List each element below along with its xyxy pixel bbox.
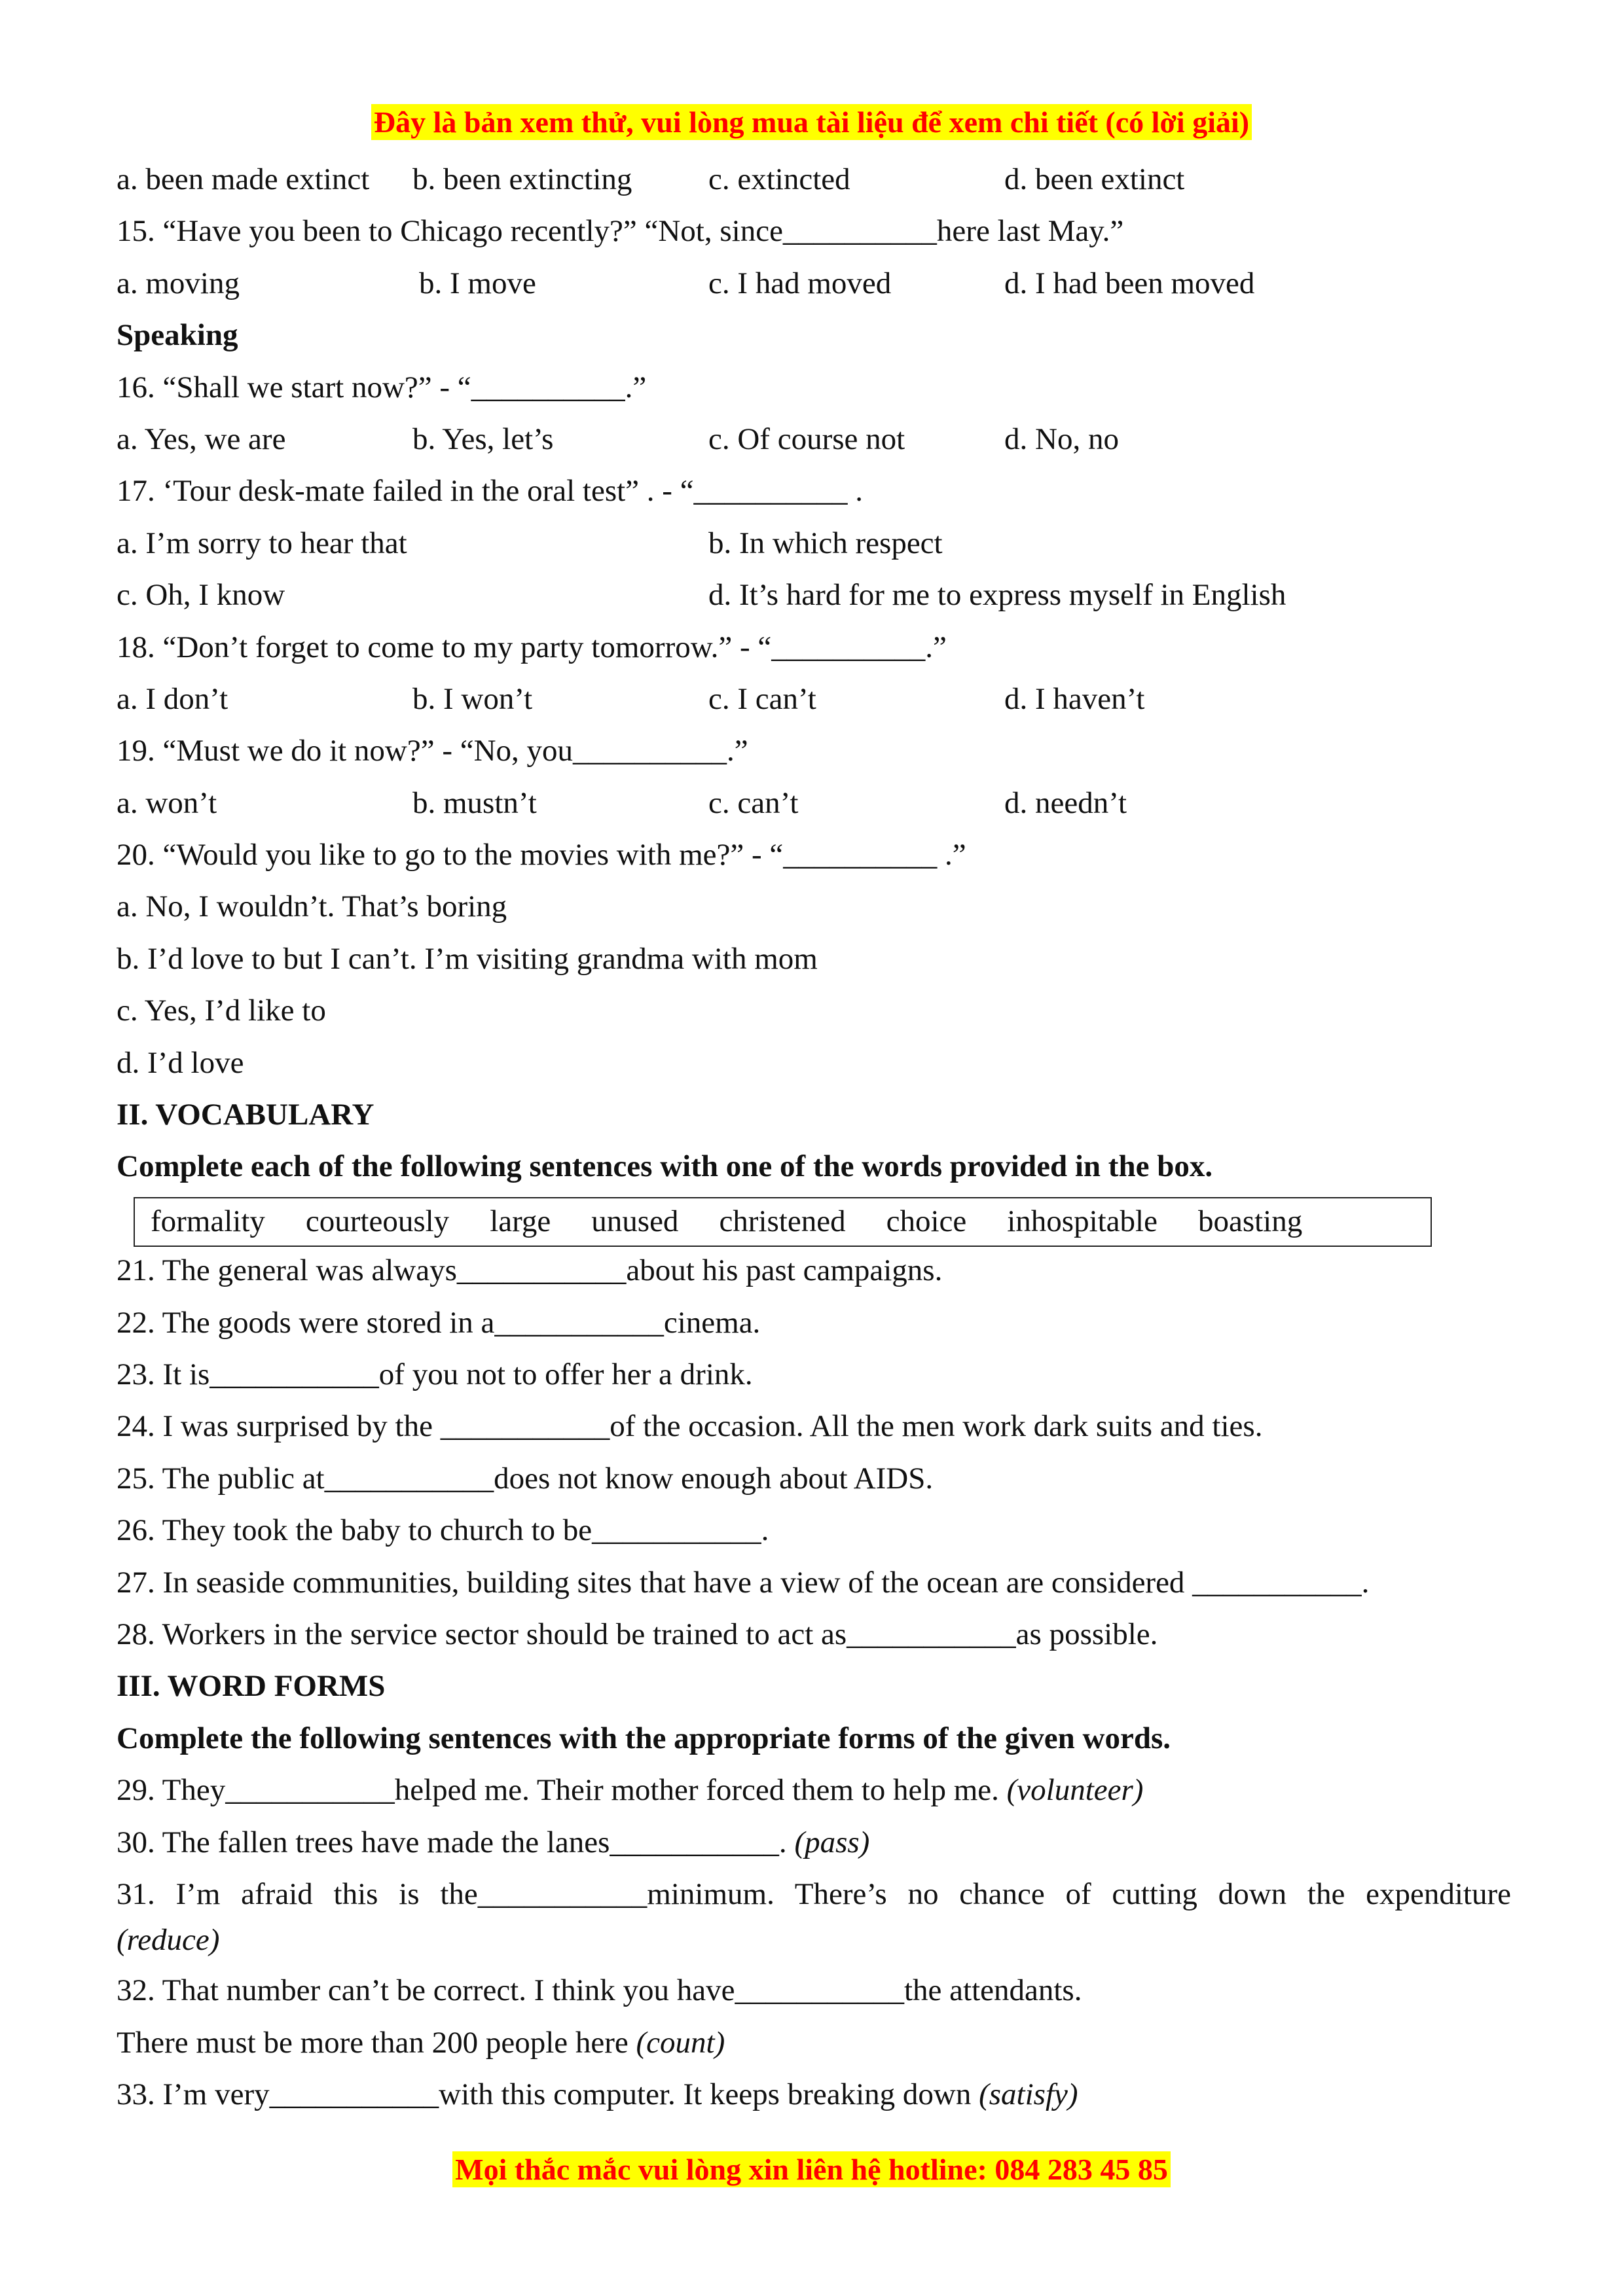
option-c: c. I had moved	[708, 266, 892, 300]
vocabulary-instruction: Complete each of the following sentences with one of the words provided in the box.	[117, 1149, 1213, 1184]
q17-options-row1	[117, 518, 1511, 569]
option-a: a. No, I wouldn’t. That’s boring	[117, 889, 507, 924]
question-28: 28. Workers in the service sector should be trained to act as___________as possible.	[117, 1617, 1158, 1651]
question-26: 26. They took the baby to church to be___________.	[117, 1513, 769, 1548]
question-15: 15. “Have you been to Chicago recently?” “Not, since__________here last May.”	[117, 214, 1124, 249]
option-a: a. moving	[117, 266, 240, 300]
question-16: 16. “Shall we start now?” - “__________.”	[117, 370, 647, 404]
question-17: 17. ‘Tour desk-mate failed in the oral test” . - “__________ .	[117, 474, 864, 509]
option-c: c. I can’t	[708, 681, 816, 716]
option-b: b. In which respect	[708, 526, 943, 560]
option-a: a. been made extinct	[117, 162, 370, 196]
option-d: d. been extinct	[1004, 162, 1185, 196]
q19-options	[117, 778, 1511, 829]
option-a: a. I don’t	[117, 681, 228, 716]
question-30	[117, 1817, 1511, 1869]
question-23: 23. It is___________of you not to offer her a drink.	[117, 1357, 753, 1391]
question-text: 30. The fallen trees have made the lanes___________.	[117, 1825, 795, 1859]
worksheet-content	[117, 154, 1511, 2121]
word-hint: (pass)	[794, 1825, 870, 1859]
option-c: c. Of course not	[708, 422, 905, 456]
option-b: b. I won’t	[412, 681, 533, 716]
word-box-item: choice	[886, 1204, 967, 1239]
option-d: d. It’s hard for me to express myself in English	[708, 578, 1286, 613]
option-d: d. I haven’t	[1004, 681, 1145, 716]
option-c: c. can’t	[708, 785, 799, 820]
question-20: 20. “Would you like to go to the movies with me?” - “__________ .”	[117, 838, 966, 872]
word-box-row	[117, 1193, 1511, 1245]
word-box-item: formality	[151, 1204, 265, 1239]
speaking-heading: Speaking	[117, 318, 238, 353]
question-18: 18. “Don’t forget to come to my party tomorrow.” - “__________.”	[117, 630, 947, 664]
question-text: 33. I’m very___________with this computer. It keeps breaking down	[117, 2077, 979, 2112]
word-box-item: inhospitable	[1007, 1204, 1158, 1239]
option-c: c. Oh, I know	[117, 578, 285, 613]
word-hint: (count)	[636, 2025, 725, 2060]
word-hint: (reduce)	[117, 1923, 220, 1958]
option-d: d. I’d love	[117, 1045, 244, 1080]
question-24: 24. I was surprised by the ___________of the occasion. All the men work dark suits and ties.	[117, 1409, 1263, 1444]
question-22: 22. The goods were stored in a___________cinema.	[117, 1305, 761, 1340]
option-c: c. Yes, I’d like to	[117, 994, 326, 1028]
question-text: 31. I’m afraid this is the___________minimum. There’s no chance of cutting down the expenditure	[117, 1876, 1511, 1911]
bottom-banner	[0, 2152, 1623, 2187]
option-d: d. needn’t	[1004, 785, 1127, 820]
q17-options-row2	[117, 569, 1511, 621]
option-b: b. I’d love to but I can’t. I’m visiting grandma with mom	[117, 941, 818, 976]
top-banner	[0, 105, 1623, 139]
q14-options	[117, 154, 1511, 206]
option-a: a. I’m sorry to hear that	[117, 526, 407, 560]
word-box-item: christened	[719, 1204, 846, 1239]
word-hint: (satisfy)	[979, 2077, 1078, 2112]
option-b: b. been extincting	[412, 162, 632, 196]
option-b: b. Yes, let’s	[412, 422, 554, 456]
question-21: 21. The general was always___________about his past campaigns.	[117, 1253, 943, 1288]
question-33	[117, 2069, 1511, 2121]
question-19: 19. “Must we do it now?” - “No, you__________.”	[117, 734, 748, 768]
question-29	[117, 1765, 1511, 1816]
vocabulary-heading: II. VOCABULARY	[117, 1098, 374, 1132]
bottom-banner-text: Mọi thắc mắc vui lòng xin liên hệ hotline: 084 283 45 85	[452, 2151, 1171, 2187]
question-31-hint-line	[117, 1920, 1511, 1965]
word-box-item: unused	[591, 1204, 679, 1239]
q18-options	[117, 673, 1511, 725]
question-27: 27. In seaside communities, building sites that have a view of the ocean are considered ___________.	[117, 1565, 1370, 1600]
word-box-item: courteously	[305, 1204, 450, 1239]
word-box-item: boasting	[1197, 1204, 1303, 1239]
word-box-item: large	[490, 1204, 551, 1239]
question-25: 25. The public at___________does not know enough about AIDS.	[117, 1461, 934, 1496]
question-32: 32. That number can’t be correct. I think you have___________the attendants.	[117, 1973, 1082, 2008]
option-d: d. No, no	[1004, 422, 1119, 456]
option-b: b. mustn’t	[412, 785, 537, 820]
question-text: 29. They___________helped me. Their mother forced them to help me.	[117, 1773, 1007, 1808]
question-32-continued	[117, 2017, 1511, 2069]
option-d: d. I had been moved	[1004, 266, 1255, 300]
question-text: There must be more than 200 people here	[117, 2025, 636, 2060]
word-hint: (volunteer)	[1006, 1773, 1144, 1808]
option-a: a. Yes, we are	[117, 422, 286, 456]
top-banner-text: Đây là bản xem thử, vui lòng mua tài liệu để xem chi tiết (có lời giải)	[371, 104, 1252, 140]
q16-options	[117, 414, 1511, 465]
option-a: a. won’t	[117, 785, 217, 820]
option-c: c. extincted	[708, 162, 850, 196]
word-box	[134, 1197, 1432, 1247]
word-forms-instruction: Complete the following sentences with the appropriate forms of the given words.	[117, 1721, 1171, 1755]
q15-options	[117, 258, 1511, 310]
question-31	[117, 1869, 1511, 1920]
option-b: b. I move	[419, 266, 536, 300]
word-forms-heading: III. WORD FORMS	[117, 1669, 386, 1704]
